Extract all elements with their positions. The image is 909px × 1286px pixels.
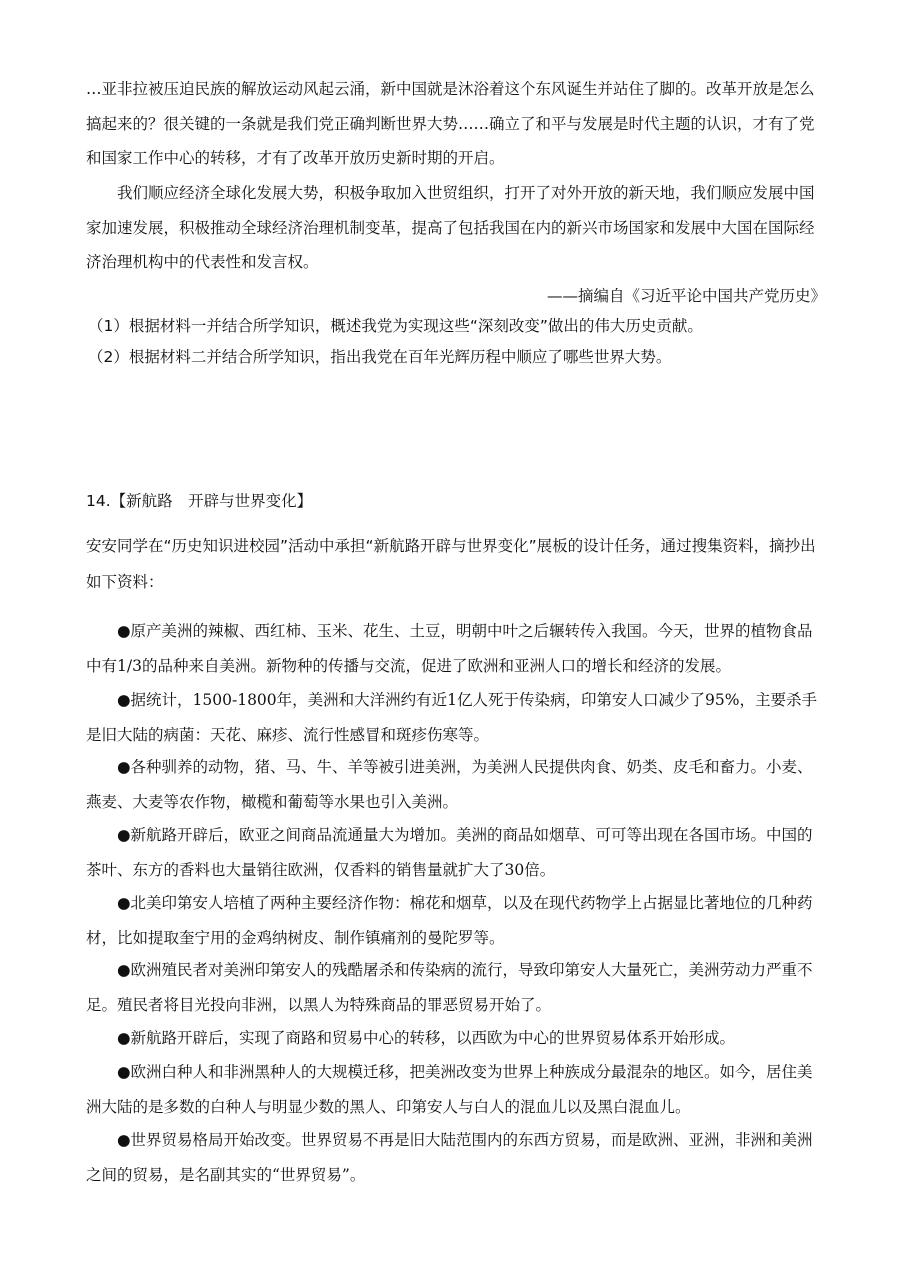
section-14-intro: 安安同学在“历史知识进校园”活动中承担“新航路开辟与世界变化”展板的设计任务，通过搜集资料，摘抄出如下资料： — [86, 537, 816, 591]
section-14-heading: 14.【新航路 开辟与世界变化】 — [86, 492, 313, 510]
list-item: ●新航路开辟后，欧亚之间商品流通量大为增加。美洲的商品如烟草、可可等出现在各国市场。中国的茶叶、东方的香料也大量销往欧洲，仅香料的销售量就扩大了30倍。 — [86, 826, 813, 879]
list-item: ●新航路开辟后，实现了商路和贸易中心的转移，以西欧为中心的世界贸易体系开始形成。 — [117, 1029, 736, 1047]
question-1: （1）根据材料一并结合所学知识，概述我党为实现这些“深刻改变”做出的伟大历史贡献。 — [88, 317, 703, 335]
list-item: ●世界贸易格局开始改变。世界贸易不再是旧大陆范围内的东西方贸易，而是欧洲、亚洲，非洲和美洲之间的贸易，是名副其实的“世界贸易”。 — [86, 1131, 813, 1184]
list-item: ●欧洲殖民者对美洲印第安人的残酷屠杀和传染病的流行，导致印第安人大量死亡，美洲劳动力严重不足。殖民者将目光投向非洲，以黑人为特殊商品的罪恶贸易开始了。 — [86, 961, 813, 1014]
material-paragraph-1: …亚非拉被压迫民族的解放运动风起云涌，新中国就是沐浴着这个东风诞生并站住了脚的。改革开放是怎么搞起来的？很关键的一条就是我们党正确判断世界大势……确立了和平与发展是时代主题的认识，才有了党和国家工作中心的转移，才有了改革开放历史新时期的开启。 — [86, 80, 815, 167]
list-item: ●原产美洲的辣椒、西红柿、玉米、花生、土豆，明朝中叶之后辗转传入我国。今天，世界的植物食品中有1/3的品种来自美洲。新物种的传播与交流，促进了欧洲和亚洲人口的增长和经济的发展。 — [86, 622, 813, 675]
list-item: ●各种驯养的动物，猪、马、牛、羊等被引进美洲，为美洲人民提供肉食、奶类、皮毛和畜力。小麦、燕麦、大麦等农作物，橄榄和葡萄等水果也引入美洲。 — [86, 758, 813, 811]
list-item: ●欧洲白种人和非洲黑种人的大规模迁移，把美洲改变为世界上种族成分最混杂的地区。如今，居住美洲大陆的是多数的白种人与明显少数的黑人、印第安人与白人的混血儿以及黑白混血儿。 — [86, 1063, 813, 1116]
list-item: ●据统计，1500-1800年，美洲和大洋洲约有近1亿人死于传染病，印第安人口减少了95%，主要杀手是旧大陆的病菌：天花、麻疹、流行性感冒和斑疹伤寒等。 — [86, 691, 817, 744]
material-source: ——摘编自《习近平论中国共产党历史》 — [546, 287, 826, 305]
list-item: ●北美印第安人培植了两种主要经济作物：棉花和烟草，以及在现代药物学上占据显比著地位的几种药材，比如提取奎宁用的金鸡纳树皮、制作镇痛剂的曼陀罗等。 — [86, 894, 813, 947]
question-2: （2）根据材料二并结合所学知识，指出我党在百年光辉历程中顺应了哪些世界大势。 — [88, 348, 672, 366]
material-paragraph-2: 我们顺应经济全球化发展大势，积极争取加入世贸组织，打开了对外开放的新天地，我们顺应发展中国家加速发展，积极推动全球经济治理机制变革，提高了包括我国在内的新兴市场国家和发展中大国在国际经济治理机构中的代表性和发言权。 — [86, 184, 815, 271]
